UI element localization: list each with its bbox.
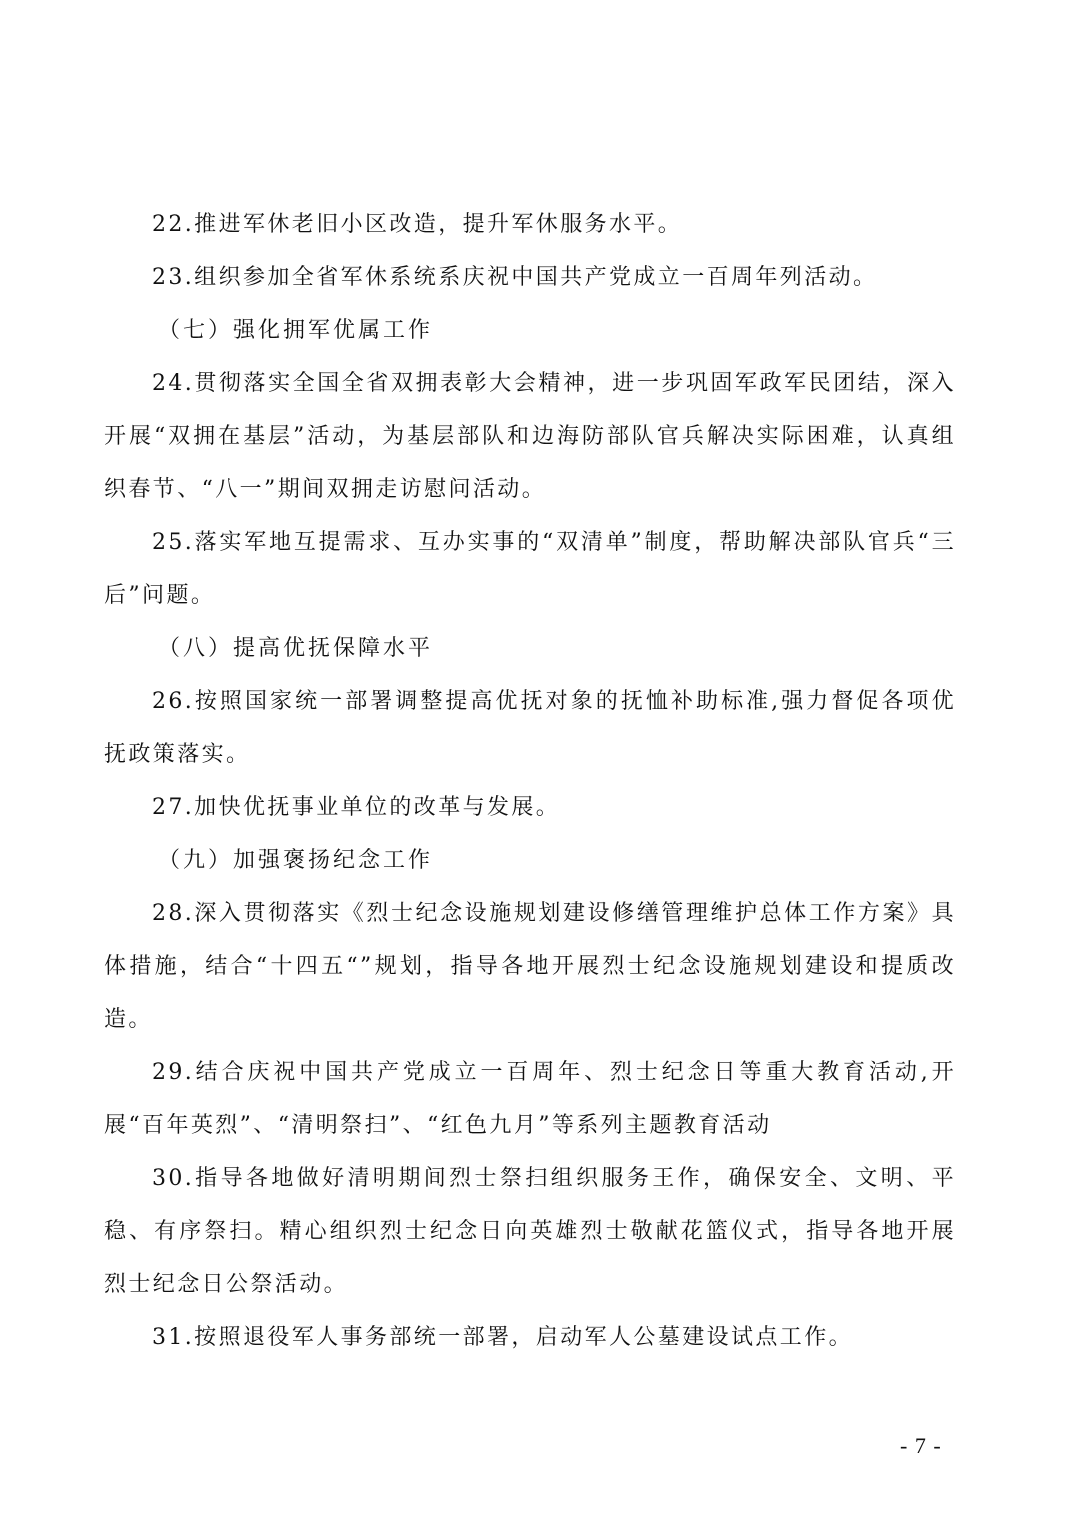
paragraph-28: 28.深入贯彻落实《烈士纪念设施规划建设修缮管理维护总体工作方案》具体措施，结合“十四五“”规划，指导各地开展烈士纪念设施规划建设和提质改造。 xyxy=(104,901,956,1032)
paragraph-24: 24.贯彻落实全国全省双拥表彰大会精神，进一步巩固军政军民团结，深入开展“双拥在基层”活动，为基层部队和边海防部队官兵解决实际困难，认真组织春节、“八一”期间双拥走访慰问活动。 xyxy=(104,371,956,502)
paragraph-23: 23.组织参加全省军休系统系庆祝中国共产党成立一百周年列活动。 xyxy=(152,265,878,290)
paragraph-29: 29.结合庆祝中国共产党成立一百周年、烈士纪念日等重大教育活动,开展“百年英烈”、“清明祭扫”、“红色九月”等系列主题教育活动 xyxy=(104,1060,956,1138)
paragraph-22: 22.推进军休老旧小区改造，提升军休服务水平。 xyxy=(152,212,683,237)
document-body xyxy=(104,198,956,1364)
paragraph-30: 30.指导各地做好清明期间烈士祭扫组织服务王作，确保安全、文明、平稳、有序祭扫。精心组织烈士纪念日向英雄烈士敬献花篮仪式，指导各地开展烈士纪念日公祭活动。 xyxy=(104,1166,956,1297)
section-heading-8: （八）提高优抚保障水平 xyxy=(158,636,434,661)
section-heading-9: （九）加强褒扬纪念工作 xyxy=(158,848,434,873)
page-number: - 7 - xyxy=(900,1433,942,1458)
paragraph-25: 25.落实军地互提需求、互办实事的“双清单”制度，帮助解决部队官兵“三后”问题。 xyxy=(104,530,956,608)
section-heading-7: （七）强化拥军优属工作 xyxy=(158,318,434,343)
paragraph-31: 31.按照退役军人事务部统一部署，启动军人公墓建设试点工作。 xyxy=(152,1325,853,1350)
paragraph-26: 26.按照国家统一部署调整提高优抚对象的抚恤补助标准,强力督促各项优抚政策落实。 xyxy=(104,689,956,767)
paragraph-27: 27.加快优抚事业单位的改革与发展。 xyxy=(152,795,561,820)
